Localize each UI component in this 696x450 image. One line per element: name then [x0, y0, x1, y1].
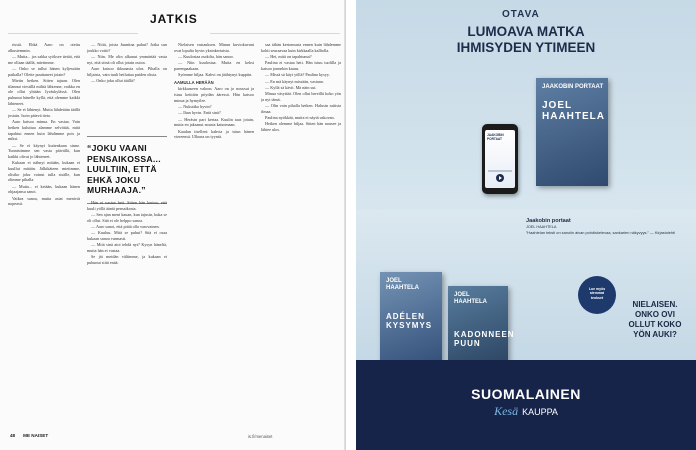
read-also-badge: Lue myös aiemmat teokset [578, 276, 616, 314]
article-column-2-top [87, 42, 167, 132]
book-cover-author: JOEL HAAHTELA [454, 292, 487, 305]
book-cover-adelen [380, 272, 442, 364]
paragraph: — Niitä, joista Juuniina puhui? Jotka sun joukko voitti? [87, 42, 167, 53]
paragraph: Se jäi meidän väliimme, ja kukaan ei puhunut siitä enää. [87, 254, 167, 265]
paragraph: — Missä sä käyt yöllä? Paulina kysyy. [265, 72, 330, 78]
paragraph: — Onko se tullut hänen kyljessään paikalla? Olette puuttaneet jotain? [8, 66, 80, 77]
paragraph: — Nukuitko hyvin? [178, 104, 212, 109]
paragraph: — Niin kuulostaa. Mutta en keksi parempaakaan. [174, 60, 254, 71]
book-cover-author: JOEL HAAHTELA [386, 278, 419, 291]
left-page [0, 0, 346, 450]
paragraph: Hän ei vastaa heti. Sitten hän kertoo, että kuuli yöllä ääniä pensaikosta. [87, 200, 167, 211]
paragraph: — Se ei lähtenyt. Mutta lähdetään täällä jostain. Isoin pätevä tieto. [8, 107, 80, 118]
store-name: SUOMALAINEN [471, 386, 581, 402]
book-cover-title: ADÉLEN KYSYMYS [386, 312, 433, 330]
page-number: 48 [10, 433, 16, 438]
paragraph: Nielaisen vastauksen. Minun kuviokuvani ovat lopulta hyvin yksinkertaisia. [174, 42, 254, 53]
paragraph: Paulina ei vastaa heti. Hän istuu tuolilla ja katsoo jonnekin kauas. [261, 60, 341, 71]
paragraph: Minua väsyttää. Olen ollut hereillä koko yön ja nyt tämä. [261, 91, 341, 102]
paragraph: saa tähän kertomusta ennen kuin lähdemme kohti seuraavaa kuin kirkkaalla kalliolla. [261, 42, 341, 53]
section-title: JATKIS [150, 12, 198, 26]
paragraph: Mietin hetken. Sitten tajuan. Olen tilannut viestillä miltiä lähtenne, vaikka en ole ollut yhtään Jyväskylässä. Olen puhunut hänelle kyllä, että olemme kaikki lähteneet. [8, 78, 80, 106]
ad-book-title: Jaakobin portaat [526, 218, 571, 224]
paragraph: Hetken olemme hiljaa. Sitten hän nousee ja lähtee ulos. [261, 121, 341, 133]
paragraph: — Olin vain pihalla hetken. Halusin raitista ilmaa. [261, 103, 341, 114]
paragraph: Kukaan ei nähnyt mitään, kukaan ei kuullut mitään. Jälkikäteen mietimme, olisiko joku voinut tulla sisälle, kun olimme pihalla. [8, 160, 80, 183]
paragraph: — Heräsin pari kertaa. Kuulin taas jotain, mutta en jaksanut nousta katsomaan. [174, 116, 254, 128]
paragraph: — En mä käynyt missään, vastaan. [265, 78, 324, 84]
paragraph: rissiä. Ehkä Aaro on otettu alkusiemmin. [8, 42, 80, 53]
progress-bar [488, 170, 512, 172]
paragraph: Kaadan itselleni kahvia ja istun hänen viereensä. Ulkona on tyyntä. [174, 128, 254, 140]
book-cover-main [536, 78, 608, 186]
store-season: Kesä KAUPPA [494, 404, 558, 418]
magazine-name: ME NAISET [23, 433, 49, 438]
paragraph: — Ihan hyvin. Entä sinä? [178, 110, 221, 116]
book-cover-title: KADONNEEN PUUN [454, 330, 515, 348]
publisher-logo: OTAVA [502, 9, 540, 20]
paragraph: — Hei, mitä on tapahtunut? [265, 54, 312, 59]
article-column-4 [261, 42, 341, 430]
paragraph: — Mutta... jos sakka syöksee tietää, että me ollaan täällä, mietimme. [8, 54, 80, 65]
article-column-2-bottom [87, 200, 167, 430]
paragraph: Paulina nyökkää, mutta ei näytä uskovan. [265, 115, 335, 121]
article-column-1 [8, 42, 80, 430]
pull-quote: “JOKU VAANI PENSAIKOSSA... LUULTIIN, ETTÄ EHKÄ JOKU MURHAAJA.” [87, 136, 167, 204]
paragraph: — Mitä sinä aiot tehdä nyt? Kysyn häneltä, mutta hän ei vastaa. [87, 242, 167, 253]
ad-quote: NIELAISEN. ONKO OVI OLLUT KOKO YÖN AUKI? [628, 300, 682, 339]
paragraph: — Aaro sanoi, että pitää olla varovainen. [91, 224, 160, 229]
ad-headline: LUMOAVA MATKA IHMISYDEN YTIMEEN [456, 24, 596, 55]
subheading: AAMULLA HERÄÄN [174, 80, 214, 85]
paragraph: kirkkaaseen valoon. Aaro on jo noussut ja istuu keittiön pöydän ääressä. Hän katsoo minua ja hymyilee. [174, 86, 254, 103]
paragraph: — Kuuluu. Mitä se puhui? Sitä ei osaa kukaan sanoa varmasti. [87, 230, 167, 241]
ad-description: ”Haahtelan teksti on sanoiin aivan pohdiskelevaa, sankarien näkyvyys.” — Kirjastolehti [526, 230, 676, 235]
paragraph: Aaro katsoo minua. En vastaa. Vain hetken kuluttua alamme selvittää, mitä tapahtui ennen kuin lähdimme pois ja miksi. [8, 119, 80, 142]
article-column-3 [174, 42, 254, 430]
paragraph: Aaro katsoo ikkunasta ulos. Pihalla on hiljaista, vain tuuli heiluttaa puiden oksia. [87, 66, 167, 77]
paragraph: Vaikea sanoa, mutta asiat menivät nopeasti. [8, 195, 80, 207]
book-cover-author: JOEL HAAHTELA [542, 100, 605, 122]
phone-audiobook-icon [482, 124, 518, 194]
book-advertisement[interactable] [356, 0, 696, 450]
ad-book-author: JOEL HAAHTELA [526, 225, 557, 229]
footer-website: is.fi/menaiset [248, 434, 273, 439]
book-cover-second [448, 286, 515, 370]
paragraph: — Sen ajan meni kauan, kun tajusin, kuka se oli ollut. Sitä ei ole helppo sanoa. [87, 212, 167, 223]
header-rule-right [210, 33, 340, 34]
paragraph: — Kyllä sä kävit. Mä näin sut. [265, 84, 317, 90]
footer-left [10, 433, 48, 438]
play-icon [496, 174, 504, 182]
paragraph: — Mutta... ei ketään, kukaan hänen ohjaajansa sanoi. [8, 183, 80, 195]
paragraph: — Onko joku ollut täällä? [91, 78, 135, 83]
paragraph: — Niin. Me olin alkanut ymmärtää vasta nyt, että siinä oli ollut jotain outoa. [87, 54, 167, 65]
paragraph: — Se ei käynyt kuitenkaan sinne. Tunnistimme sen vasta päivällä, kun kaikki olivat jo lähteneet. [8, 142, 80, 159]
paragraph: — Kuulostaa oudolta, hän sanoo. [178, 54, 234, 59]
phone-screen [485, 130, 515, 188]
paragraph: Syömme hiljaa. Kahvi on jäähtynyt kuppiin. [178, 72, 253, 78]
book-cover-title: JAAKOBIN PORTAAT [542, 84, 604, 90]
phone-book-title: JAAKOBIN PORTAAT [487, 133, 504, 141]
header-rule-left [8, 33, 138, 34]
